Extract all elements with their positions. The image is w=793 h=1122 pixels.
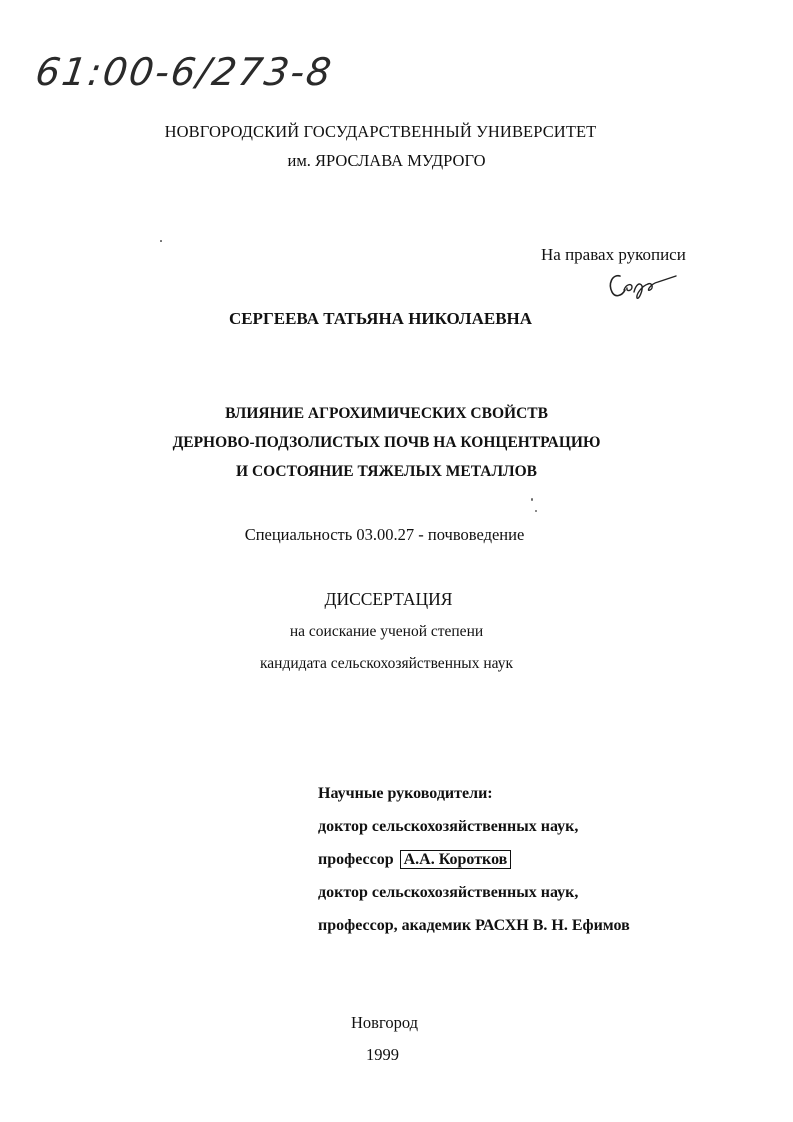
specialty-line: Специальность 03.00.27 - почвоведение: [244, 525, 525, 544]
supervisor-1-degree: доктор сельскохозяйственных наук,: [318, 818, 579, 835]
thesis-title-line-3: И СОСТОЯНИЕ ТЯЖЕЛЫХ МЕТАЛЛОВ: [236, 463, 537, 480]
scan-speck: [535, 510, 537, 512]
publication-year: 1999: [366, 1045, 399, 1064]
dissertation-degree-line-2: кандидата сельскохозяйственных наук: [260, 655, 513, 672]
supervisor-1-title: профессор: [318, 851, 394, 868]
dissertation-heading: ДИССЕРТАЦИЯ: [324, 589, 453, 609]
author-name: СЕРГЕЕВА ТАТЬЯНА НИКОЛАЕВНА: [228, 309, 533, 328]
archive-code-handwritten: 61:00-6/273-8: [32, 50, 336, 94]
signature-icon: [606, 270, 678, 302]
manuscript-rights-label: На правах рукописи: [541, 245, 686, 264]
supervisors-heading: Научные руководители:: [318, 785, 493, 802]
supervisor-1-line: [318, 851, 511, 869]
author-signature: [606, 270, 678, 307]
supervisor-2-degree: доктор сельскохозяйственных наук,: [318, 884, 579, 901]
dissertation-degree-line-1: на соискание ученой степени: [289, 623, 484, 640]
thesis-title-line-2: ДЕРНОВО-ПОДЗОЛИСТЫХ ПОЧВ НА КОНЦЕНТРАЦИЮ: [172, 434, 601, 451]
scan-speck: [531, 498, 533, 501]
publication-city: Новгород: [351, 1013, 418, 1032]
university-name: НОВГОРОДСКИЙ ГОСУДАРСТВЕННЫЙ УНИВЕРСИТЕТ: [164, 122, 597, 141]
scan-speck: [160, 240, 162, 242]
university-subtitle: им. ЯРОСЛАВА МУДРОГО: [287, 151, 486, 170]
thesis-title-line-1: ВЛИЯНИЕ АГРОХИМИЧЕСКИХ СВОЙСТВ: [225, 405, 548, 422]
supervisor-2-line: профессор, академик РАСХН В. Н. Ефимов: [318, 917, 630, 934]
supervisor-1-name-boxed: А.А. Коротков: [400, 850, 512, 869]
